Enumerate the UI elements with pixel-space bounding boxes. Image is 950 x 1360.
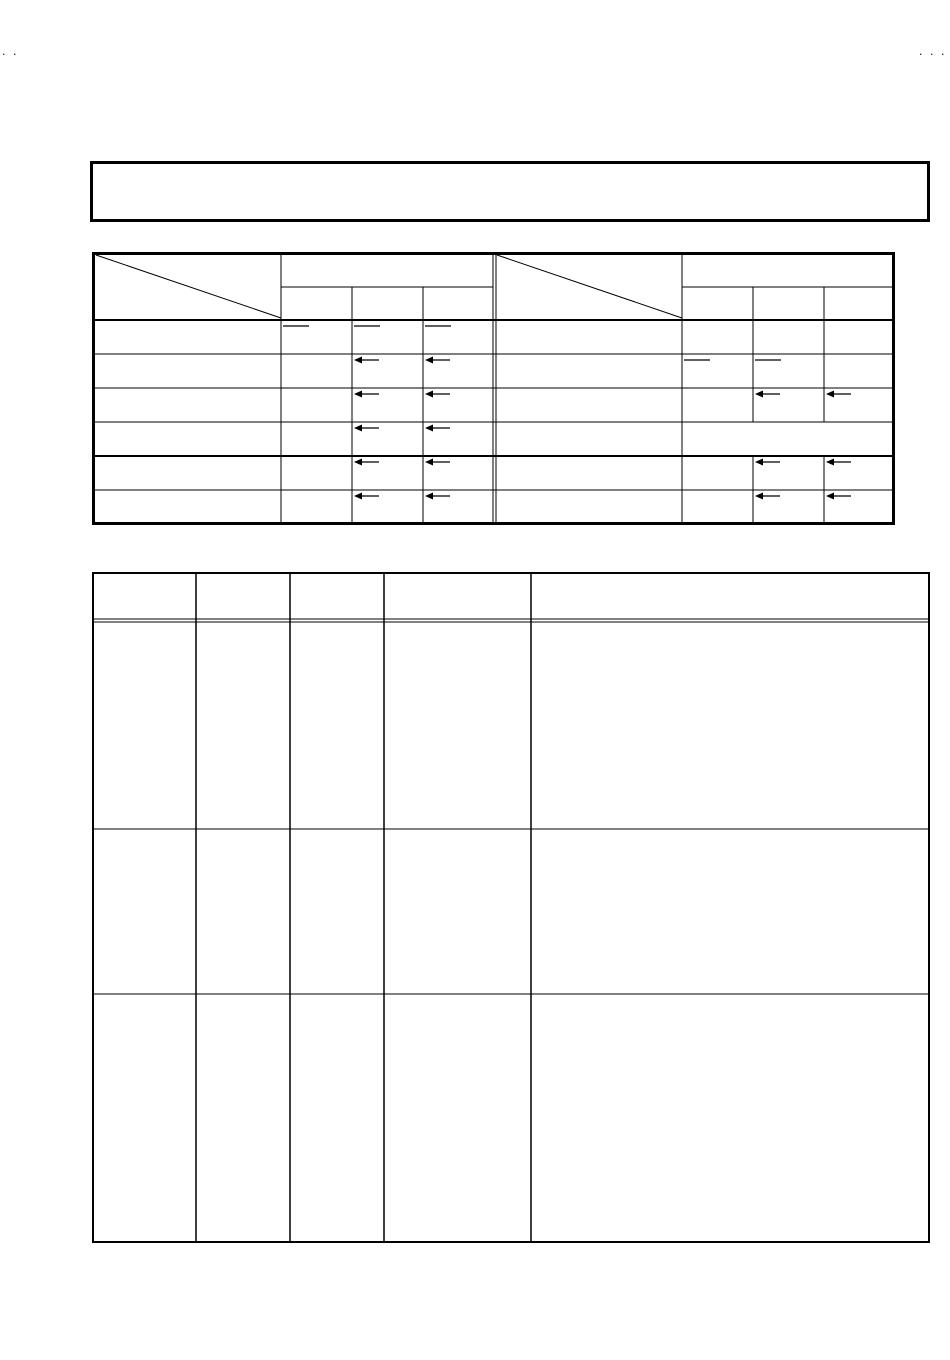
left-arrow-icon <box>753 490 824 524</box>
spec-table-lines <box>92 572 930 1243</box>
left-arrow-icon <box>753 456 824 490</box>
left-arrow-icon <box>352 422 423 456</box>
title-box <box>90 161 930 222</box>
left-arrow-icon <box>824 388 895 422</box>
dash-mark <box>281 320 352 354</box>
left-arrow-icon <box>352 490 423 524</box>
spec-table <box>92 572 930 1243</box>
left-arrow-icon <box>753 388 824 422</box>
corner-mark-right: · · · <box>919 48 947 61</box>
left-arrow-icon <box>423 490 494 524</box>
dash-mark <box>352 320 423 354</box>
left-arrow-icon <box>824 456 895 490</box>
left-arrow-icon <box>352 456 423 490</box>
left-arrow-icon <box>423 456 494 490</box>
dash-mark <box>423 320 494 354</box>
left-arrow-icon <box>824 490 895 524</box>
dash-mark <box>753 354 824 388</box>
left-arrow-icon <box>423 354 494 388</box>
left-arrow-icon <box>423 388 494 422</box>
left-arrow-icon <box>423 422 494 456</box>
dash-mark <box>682 354 753 388</box>
left-arrow-icon <box>352 388 423 422</box>
left-arrow-icon <box>352 354 423 388</box>
mode-grid <box>92 252 895 525</box>
corner-mark-left: · · <box>2 48 19 61</box>
